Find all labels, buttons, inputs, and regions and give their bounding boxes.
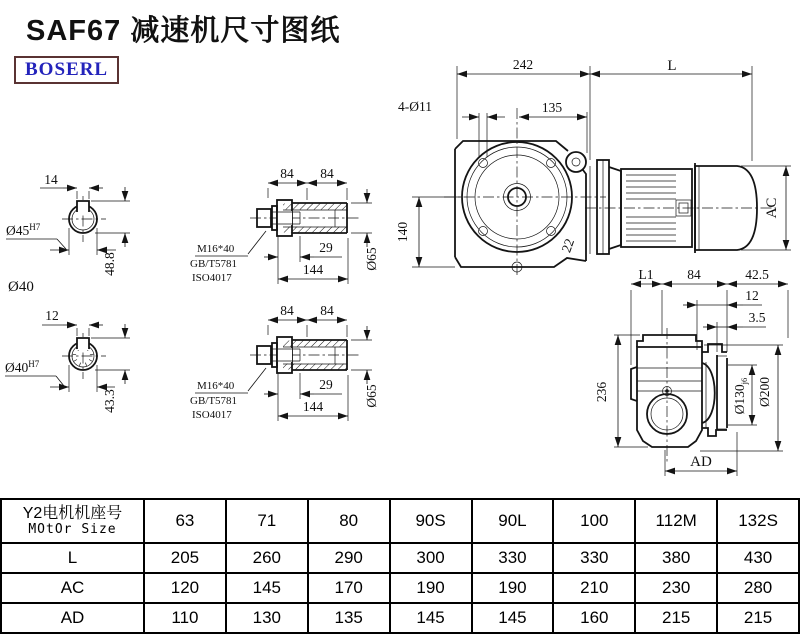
col-90L: 90L — [472, 499, 554, 543]
cell: 300 — [390, 543, 472, 573]
bolt-std-gb: GB/T5781 — [190, 395, 238, 407]
shaft-diameter-note: Ø40 — [8, 279, 34, 295]
dim-84b: 84 — [320, 166, 334, 181]
motor-size-table — [0, 498, 800, 634]
cell: 145 — [472, 603, 554, 633]
col-71: 71 — [226, 499, 308, 543]
solid-shaft-end-view — [6, 172, 130, 276]
dim-48-8: 48.8 — [102, 252, 117, 276]
cell: 215 — [635, 603, 717, 633]
cell: 190 — [472, 573, 554, 603]
dim-d65: Ø65 — [364, 247, 379, 271]
dim-144: 144 — [302, 399, 324, 414]
cell: 110 — [144, 603, 226, 633]
cell: 380 — [635, 543, 717, 573]
bolt-spec: M16*40 — [197, 380, 235, 392]
dim-140: 140 — [395, 221, 410, 243]
dim-29: 29 — [319, 240, 333, 255]
dim-AD: AD — [690, 454, 712, 470]
dim-29: 29 — [319, 377, 333, 392]
cell: 170 — [308, 573, 390, 603]
dim-84a: 84 — [280, 303, 294, 318]
dim-AC: AC — [764, 197, 780, 219]
dim-L: L — [667, 58, 677, 74]
output-side-view — [631, 328, 727, 462]
dim-keyway-12: 12 — [45, 308, 59, 323]
dim-242: 242 — [512, 57, 534, 72]
col-90S: 90S — [390, 499, 472, 543]
cell: 135 — [308, 603, 390, 633]
col-132S: 132S — [717, 499, 799, 543]
spline-shaft-end-view — [5, 308, 130, 413]
cell: 330 — [553, 543, 635, 573]
table-row-AC — [1, 573, 799, 603]
dim-d200: Ø200 — [757, 377, 772, 407]
cell: 290 — [308, 543, 390, 573]
row-label-AD: AD — [1, 603, 144, 633]
dim-3-5: 3.5 — [748, 310, 766, 325]
dim-bore-45: $Ø45^{H7}$ — [6, 222, 41, 238]
dim-22: 22 — [558, 236, 578, 255]
cell: 215 — [717, 603, 799, 633]
motor-drawing — [597, 160, 757, 254]
bolt-std-gb: GB/T5781 — [190, 258, 238, 270]
dim-42-5: 42.5 — [745, 267, 769, 282]
cell: 205 — [144, 543, 226, 573]
cell: 160 — [553, 603, 635, 633]
motor-size-label-cn: Y2电机机座号 — [22, 504, 123, 522]
row-label-L: L — [1, 543, 144, 573]
hollow-shaft-view-bottom — [190, 303, 379, 421]
front-view — [444, 108, 776, 278]
cell: 145 — [390, 603, 472, 633]
bolt-std-iso: ISO4017 — [192, 272, 232, 284]
cell: 190 — [390, 573, 472, 603]
table-header-motor-size — [1, 499, 144, 543]
dim-144: 144 — [302, 262, 324, 277]
cell: 230 — [635, 573, 717, 603]
cell: 330 — [472, 543, 554, 573]
hollow-shaft-view-top — [190, 166, 379, 284]
boserl-logo: BOSERL — [14, 56, 119, 84]
dim-keyway-14: 14 — [44, 172, 58, 187]
dim-bore-40: $Ø40^{H7}$ — [5, 359, 40, 375]
table-row-L — [1, 543, 799, 573]
dim-12: 12 — [745, 288, 759, 303]
row-label-AC: AC — [1, 573, 144, 603]
dim-84b: 84 — [320, 303, 334, 318]
dim-4-holes: 4-Ø11 — [398, 99, 432, 114]
col-100: 100 — [553, 499, 635, 543]
motor-size-label-en: MOtOr Size — [28, 522, 117, 538]
dim-84a: 84 — [280, 166, 294, 181]
bolt-spec: M16*40 — [197, 243, 235, 255]
col-63: 63 — [144, 499, 226, 543]
dim-135: 135 — [541, 100, 563, 115]
dim-236: 236 — [594, 381, 609, 403]
cell: 120 — [144, 573, 226, 603]
bolt-std-iso: ISO4017 — [192, 409, 232, 421]
dim-43-3: 43.3 — [102, 389, 117, 413]
dim-d130: $Ø130_{j6}$ — [732, 377, 749, 415]
cell: 260 — [226, 543, 308, 573]
table-header-row — [1, 499, 799, 543]
col-80: 80 — [308, 499, 390, 543]
cell: 280 — [717, 573, 799, 603]
dim-84: 84 — [687, 267, 701, 282]
cell: 130 — [226, 603, 308, 633]
col-112M: 112M — [635, 499, 717, 543]
cell: 430 — [717, 543, 799, 573]
cell: 210 — [553, 573, 635, 603]
cell: 145 — [226, 573, 308, 603]
page-title: SAF67 减速机尺寸图纸 — [26, 15, 341, 47]
dim-d65: Ø65 — [364, 384, 379, 408]
dim-L1: L1 — [638, 267, 654, 282]
table-row-AD — [1, 603, 799, 633]
